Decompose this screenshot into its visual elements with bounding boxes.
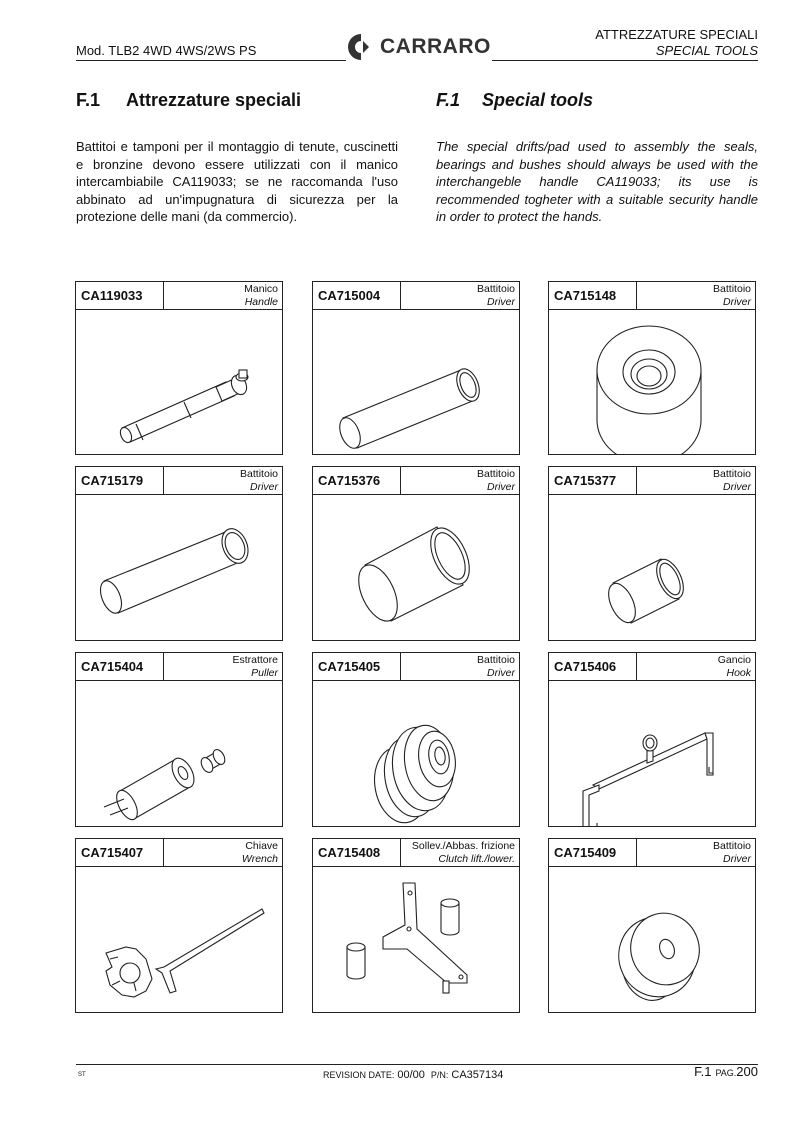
tool-label-it: Battitoio	[713, 283, 751, 295]
footer-doc-code: ST	[78, 1072, 86, 1078]
header-rule-left	[76, 60, 346, 61]
driver-tube-icon	[313, 310, 519, 454]
wrench-icon	[76, 867, 282, 1012]
tool-code: CA715407	[76, 839, 164, 866]
section-number-en: F.1	[436, 90, 461, 110]
tool-code: CA715004	[313, 282, 401, 309]
header-rule-right	[492, 60, 758, 61]
tool-code: CA715408	[313, 839, 401, 866]
tool-code: CA715179	[76, 467, 164, 494]
clutch-lifter-icon	[313, 867, 519, 1012]
tool-label-en: Handle	[244, 295, 278, 308]
pn-value: CA357134	[451, 1069, 504, 1081]
puller-icon	[76, 681, 282, 826]
section-number-it: F.1	[76, 90, 101, 110]
carraro-logo	[346, 31, 492, 63]
driver-small-cylinder-icon	[549, 495, 755, 640]
tool-label-en: Clutch lift./lower.	[438, 852, 515, 865]
section-heading-en: Special tools	[482, 90, 594, 110]
model-label: Mod. TLB2 4WD 4WS/2WS PS	[76, 43, 257, 58]
tool-label-en: Driver	[250, 480, 278, 493]
header-title	[595, 27, 758, 59]
footer-revision	[323, 1069, 509, 1081]
tool-card	[75, 838, 283, 1013]
tool-card	[548, 652, 756, 827]
header-title-it: ATTREZZATURE SPECIALI	[595, 27, 758, 42]
tool-label-it: Battitoio	[713, 840, 751, 852]
page-label: PAG.	[715, 1068, 737, 1078]
footer-page	[694, 1064, 758, 1079]
tool-code: CA715148	[549, 282, 637, 309]
driver-ring-icon	[549, 310, 755, 454]
footer-section: F.1	[694, 1064, 712, 1079]
tool-code: CA119033	[76, 282, 164, 309]
intro-paragraph-it: Battitoi e tamponi per il montaggio di tenute, cuscinetti e bronzine devono essere utilizzati con il manico intercambiabile CA119033; se ne raccomanda l'uso abbinato ad un'impugnatura di sicurezza per la protezione delle mani (da commercio).	[76, 139, 398, 224]
tool-label-en: Driver	[723, 295, 751, 308]
tool-card	[75, 466, 283, 641]
tool-label-it: Estrattore	[232, 654, 278, 666]
revision-value: 00/00	[397, 1069, 425, 1081]
driver-long-tube-icon	[76, 495, 282, 640]
tool-label-it: Chiave	[245, 840, 278, 852]
tool-label-it: Battitoio	[477, 283, 515, 295]
tool-code: CA715376	[313, 467, 401, 494]
tool-card	[75, 281, 283, 455]
tool-label-it: Battitoio	[477, 468, 515, 480]
tool-label-en: Puller	[251, 666, 278, 679]
tool-card	[312, 281, 520, 455]
tool-label-it: Manico	[244, 283, 278, 295]
carraro-logo-icon	[346, 32, 376, 62]
tool-label-it: Battitoio	[240, 468, 278, 480]
handle-icon	[76, 310, 282, 454]
hook-icon	[549, 681, 755, 826]
tool-card	[548, 281, 756, 455]
revision-label: REVISION DATE:	[323, 1070, 395, 1080]
tool-label-it: Gancio	[717, 654, 751, 666]
driver-cylinder-icon	[313, 495, 519, 640]
tool-card	[312, 652, 520, 827]
tool-card	[548, 466, 756, 641]
tool-card	[312, 466, 520, 641]
tool-label-en: Driver	[487, 480, 515, 493]
tool-card	[312, 838, 520, 1013]
logo-text: CARRARO	[380, 35, 491, 58]
page-number: 200	[736, 1064, 758, 1079]
section-title-it	[76, 90, 301, 111]
intro-paragraph-en: The special drifts/pad used to assembly the seals, bearings and bushes should always be used with the interchangeble handle CA119033; its use is recommended togheter with a suitable security handle in order to protect the hands.	[436, 139, 758, 224]
tool-code: CA715406	[549, 653, 637, 680]
section-title-en	[436, 90, 593, 111]
tool-card	[548, 838, 756, 1013]
tool-card	[75, 652, 283, 827]
section-heading-it: Attrezzature speciali	[126, 90, 302, 110]
tool-code: CA715409	[549, 839, 637, 866]
tool-code: CA715377	[549, 467, 637, 494]
tool-label-en: Driver	[487, 666, 515, 679]
tool-code: CA715404	[76, 653, 164, 680]
tool-label-en: Hook	[726, 666, 751, 679]
tool-label-en: Wrench	[241, 852, 278, 865]
pn-label: P/N:	[430, 1070, 449, 1080]
header-title-en: SPECIAL TOOLS	[655, 43, 758, 58]
footer-rule	[76, 1064, 758, 1065]
driver-grooved-icon	[313, 681, 519, 826]
tool-label-en: Driver	[487, 295, 515, 308]
tool-label-it: Battitoio	[713, 468, 751, 480]
tool-label-it: Sollev./Abbas. frizione	[411, 840, 515, 852]
tool-label-en: Driver	[723, 480, 751, 493]
driver-disc-icon	[549, 867, 755, 1012]
tool-label-it: Battitoio	[477, 654, 515, 666]
tool-code: CA715405	[313, 653, 401, 680]
tool-label-en: Driver	[723, 852, 751, 865]
